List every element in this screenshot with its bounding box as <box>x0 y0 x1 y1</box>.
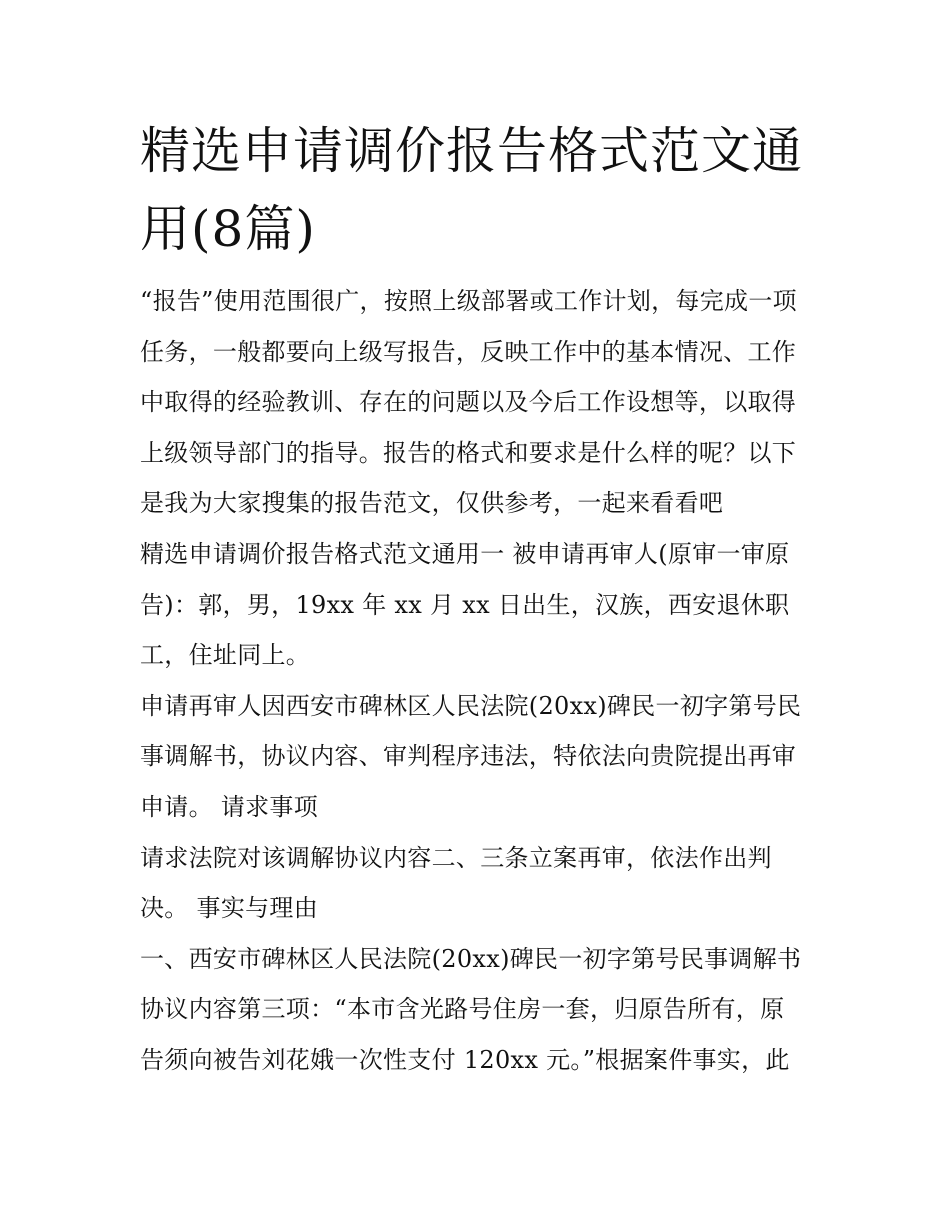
text-line: 协议内容第三项：“本市含光路号住房一套，归原告所有，原 <box>140 995 785 1024</box>
text-line: 工，住址同上。 <box>140 641 311 670</box>
document-title <box>140 112 820 268</box>
text-line: “报告”使用范围很广，按照上级部署或工作计划，每完成一项 <box>140 287 797 315</box>
text-line: 中取得的经验教训、存在的问题以及今后工作设想等，以取得 <box>140 388 797 417</box>
applicant-paragraph <box>140 529 820 681</box>
title-line: 用(8篇) <box>140 200 316 258</box>
facts-paragraph <box>140 934 820 1086</box>
text-line: 精选申请调价报告格式范文通用一 被申请再审人(原审一审原 <box>140 539 790 568</box>
text-line: 是我为大家搜集的报告范文，仅供参考，一起来看看吧 <box>140 489 724 518</box>
text-line: 申请再审人因西安市碑林区人民法院(20xx)碑民一初字第号民 <box>140 691 802 720</box>
text-line: 上级领导部门的指导。报告的格式和要求是什么样的呢？以下 <box>140 438 797 467</box>
retrial-paragraph <box>140 681 820 833</box>
intro-paragraph <box>140 276 820 529</box>
text-line: 告须向被告刘花娥一次性支付 120xx 元。”根据案件事实，此 <box>140 1045 790 1074</box>
text-line: 任务，一般都要向上级写报告，反映工作中的基本情况、工作 <box>140 337 797 366</box>
request-paragraph <box>140 833 820 934</box>
text-line: 一、西安市碑林区人民法院(20xx)碑民一初字第号民事调解书 <box>140 944 802 973</box>
text-line: 决。 事实与理由 <box>140 894 319 923</box>
document-body <box>140 276 820 1086</box>
text-line: 告)：郭，男，19xx 年 xx 月 xx 日出生，汉族，西安退休职 <box>140 590 790 619</box>
text-line: 事调解书，协议内容、审判程序违法，特依法向贵院提出再审 <box>140 742 797 771</box>
text-line: 请求法院对该调解协议内容二、三条立案再审，依法作出判 <box>140 843 772 872</box>
text-line: 申请。 请求事项 <box>140 792 319 821</box>
title-line: 精选申请调价报告格式范文通 <box>140 122 803 180</box>
